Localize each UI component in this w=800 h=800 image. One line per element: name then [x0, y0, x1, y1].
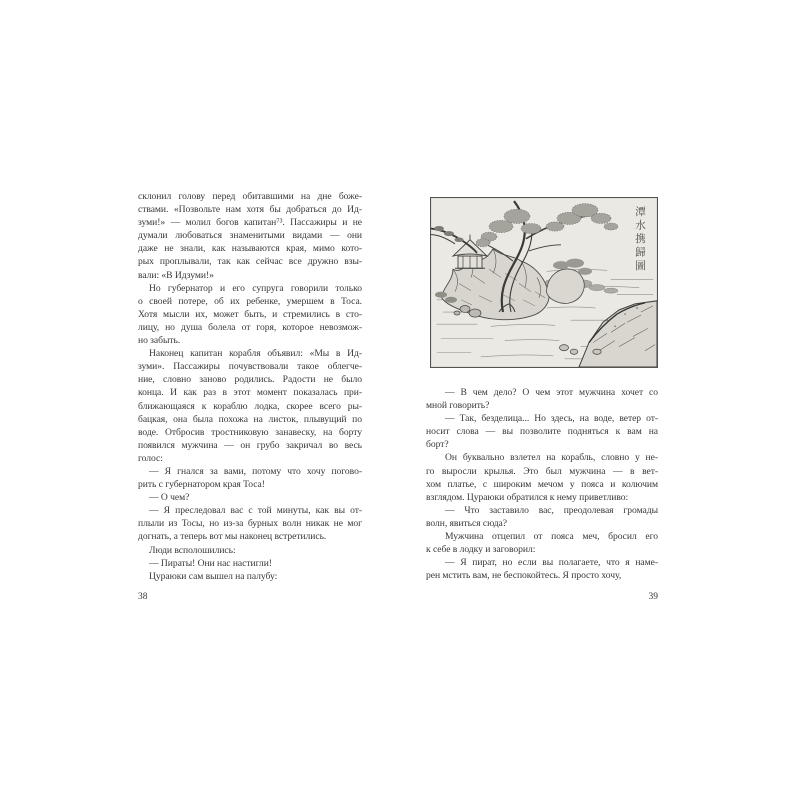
text-line: рить с губернатором края Тоса!: [138, 479, 265, 491]
text-line: Но губернатор и его супруга говорили только: [149, 282, 362, 294]
text-line: — Пираты! Они нас настигли!: [149, 557, 272, 569]
text-line: мной говорить?: [426, 400, 490, 412]
text-line: взглядом. Цураюки обратился к нему приветливо:: [426, 491, 629, 503]
right-page-text: [426, 386, 658, 582]
text-line: к себе в лодку и заговорил:: [426, 544, 536, 556]
text-line: хом платье, с широким мечом у пояса и колючим: [426, 478, 658, 490]
text-line: го выросли крылья. Это был мужчина — в вет-: [426, 465, 658, 477]
text-line: плыли из Тосы, но из-за бурных волн никак не мог: [138, 518, 362, 530]
text-line: воде. Отбросив тростниковую занавеску, на борту: [138, 426, 362, 438]
text-line: Хотя мысли их, может быть, и стремились в сто-: [138, 308, 362, 320]
text-line: — Что заставило вас, преодолевая громады: [445, 504, 658, 516]
text-line: конца. И как раз в этот момент показалась при-: [138, 387, 362, 399]
text-line: носит слова — вы позволите подняться к вам на: [426, 426, 658, 438]
text-line: — В чем дело? О чем этот мужчина хочет со: [445, 387, 658, 398]
page-number-right: 39: [648, 592, 658, 602]
text-line: ствами. «Позвольте нам хотя бы добраться до Ид-: [138, 204, 362, 216]
text-line: ние, словно заново родились. Радости не было: [138, 374, 362, 386]
text-line: голос:: [138, 452, 163, 464]
text-line: зуми». Пассажиры почувствовали такое облегче-: [138, 361, 362, 373]
rock-bank: [579, 301, 657, 367]
text-line: вали: «В Идзуми!»: [138, 269, 214, 281]
text-line: Цураюки сам вышел на палубу:: [149, 570, 278, 582]
text-line: борт?: [426, 439, 449, 451]
text-line: но забыть.: [138, 335, 181, 347]
text-line: появился мужчина — он грубо закричал во весь: [138, 439, 362, 451]
text-line: ближающаяся к кораблю лодка, скорее всего ры-: [138, 400, 362, 412]
text-line: Наконец капитан корабля объявил: «Мы в Ид-: [149, 348, 362, 360]
text-line: бацкая, она была похожа на листок, плывущий по: [138, 413, 362, 425]
page-number-left: 38: [138, 592, 148, 602]
text-line: Мужчина отцепил от пояса меч, бросил его: [445, 531, 658, 543]
landscape-ink-drawing: [431, 198, 657, 367]
text-line: о своей потере, об их ребенке, умершем в Тоса.: [138, 295, 362, 307]
text-line: рен мстить вам, не беспокойтесь. Я просто хочу,: [426, 570, 622, 582]
text-line: догнать, а теперь вот мы наконец встретились.: [138, 531, 327, 543]
text-line: — О чем?: [149, 492, 190, 504]
text-line: — Так, безделица... Но здесь, на воде, ветер от-: [445, 413, 658, 425]
text-line: волн, явиться сюда?: [426, 517, 507, 529]
text-line: Люди всполошились:: [149, 544, 236, 556]
pine-foliage: [476, 204, 618, 247]
text-line: — Я преследовал вас с той минуты, как вы от-: [149, 505, 362, 517]
text-line: склонил голову перед обитавшими на дне боже-: [138, 191, 362, 202]
illustration-calligraphy: 潭水携歸圖: [634, 206, 646, 274]
text-line: Он буквально взлетел на корабль, словно у не-: [445, 452, 658, 464]
text-line: — Я пират, но если вы полагаете, что я наме-: [445, 557, 658, 569]
text-line: лицу, но душа болела от горя, которое невозмож-: [138, 321, 362, 333]
text-line: — Я гнался за вами, потому что хочу погово-: [149, 465, 362, 477]
text-line: зуми!» — молил богов капитан⁷³. Пассажиры и не: [138, 217, 362, 229]
left-page-text: [138, 190, 362, 583]
text-line: думали любоваться знаменитыми видами — они: [138, 230, 362, 242]
text-line: рых проплывали, так как сейчас все дружно взы-: [138, 256, 362, 268]
text-line: даже не знали, как называются края, мимо кото-: [138, 243, 362, 255]
illustration-frame: [430, 197, 658, 368]
